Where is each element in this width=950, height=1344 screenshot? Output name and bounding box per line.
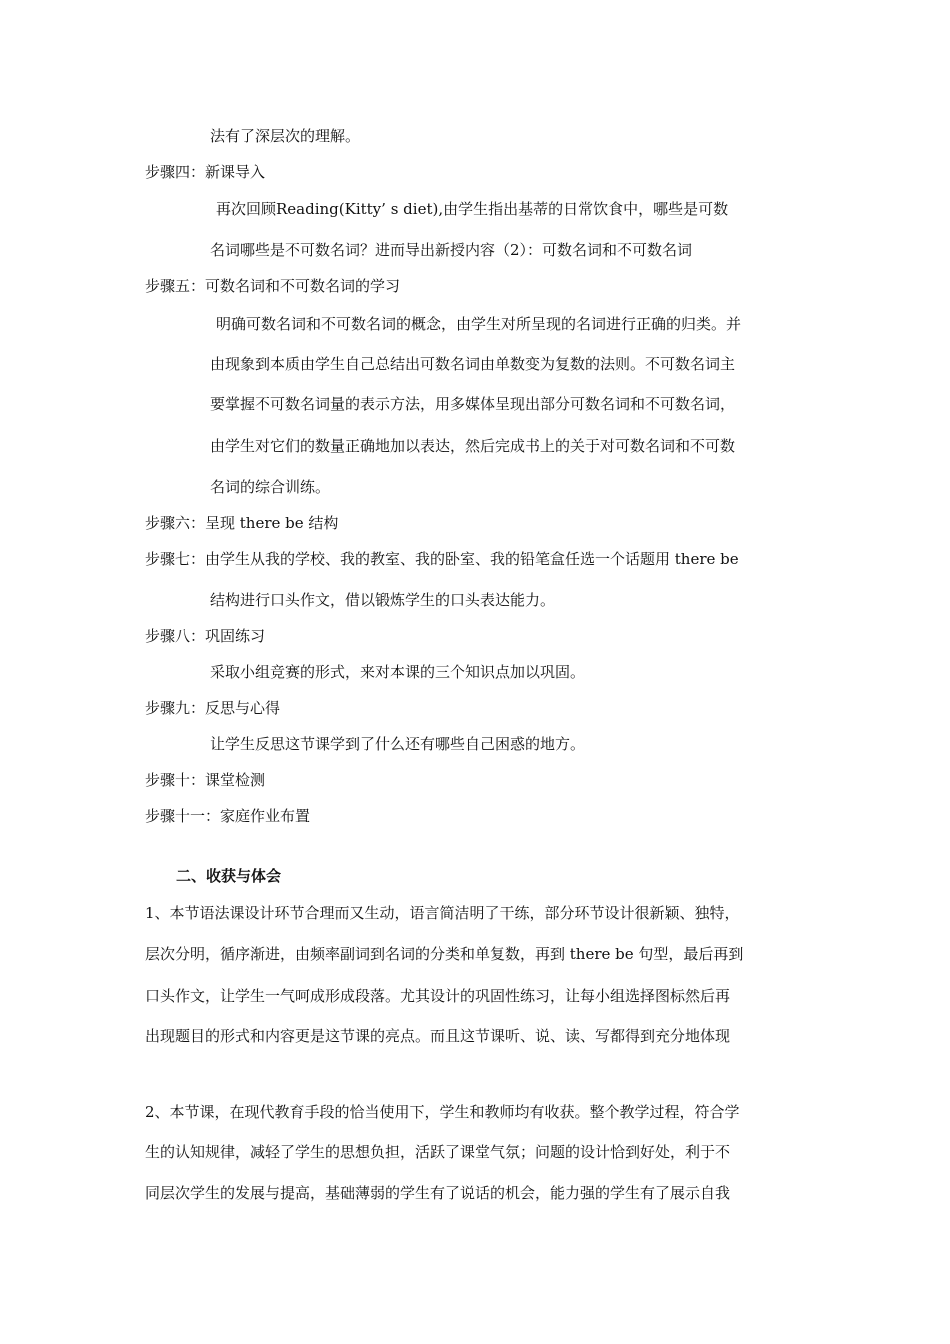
text-line: 名词的综合训练。 xyxy=(210,478,331,496)
text-line: 结构进行口头作文，借以锻炼学生的口头表达能力。 xyxy=(210,591,556,609)
step-heading: 步骤九：反思与心得 xyxy=(145,699,281,717)
text-line: 再次回顾Reading(Kitty’ s diet),由学生指出基蒂的日常饮食中，哪些是可数 xyxy=(216,200,729,218)
text-line: 同层次学生的发展与提高，基础薄弱的学生有了说话的机会，能力强的学生有了展示自我 xyxy=(145,1184,731,1202)
step-heading: 步骤四：新课导入 xyxy=(145,163,266,181)
step-heading: 步骤十：课堂检测 xyxy=(145,771,266,789)
text-line: 出现题目的形式和内容更是这节课的亮点。而且这节课听、说、读、写都得到充分地体现 xyxy=(145,1027,731,1045)
text-line: 由现象到本质由学生自己总结出可数名词由单数变为复数的法则。不可数名词主 xyxy=(210,355,736,373)
text-line: 让学生反思这节课学到了什么还有哪些自己困惑的地方。 xyxy=(210,735,586,753)
text-line: 名词哪些是不可数名词？进而导出新授内容（2）：可数名词和不可数名词 xyxy=(210,241,693,259)
text-line: 法有了深层次的理解。 xyxy=(210,127,361,145)
text-line: 要掌握不可数名词量的表示方法，用多媒体呈现出部分可数名词和不可数名词， xyxy=(210,395,736,413)
text-line: 明确可数名词和不可数名词的概念，由学生对所呈现的名词进行正确的归类。并 xyxy=(216,315,742,333)
section-heading: 二、收获与体会 xyxy=(176,867,282,885)
text-line: 由学生对它们的数量正确地加以表达，然后完成书上的关于对可数名词和不可数 xyxy=(210,437,736,455)
step-heading: 步骤十一：家庭作业布置 xyxy=(145,807,311,825)
text-line: 采取小组竞赛的形式，来对本课的三个知识点加以巩固。 xyxy=(210,663,586,681)
text-line: 层次分明，循序渐进，由频率副词到名词的分类和单复数，再到 there be 句型，最后再到 xyxy=(145,945,744,963)
text-line: 1、本节语法课设计环节合理而又生动，语言简洁明了干练，部分环节设计很新颖、独特， xyxy=(145,904,740,922)
text-line: 2、本节课，在现代教育手段的恰当使用下，学生和教师均有收获。整个教学过程，符合学 xyxy=(145,1103,740,1121)
step-heading: 步骤七：由学生从我的学校、我的教室、我的卧室、我的铅笔盒任选一个话题用 there be xyxy=(145,550,739,568)
text-line: 口头作文，让学生一气呵成形成段落。尤其设计的巩固性练习，让每小组选择图标然后再 xyxy=(145,987,731,1005)
step-heading: 步骤八：巩固练习 xyxy=(145,627,266,645)
text-line: 生的认知规律，减轻了学生的思想负担，活跃了课堂气氛；问题的设计恰到好处，利于不 xyxy=(145,1143,731,1161)
step-heading: 步骤五：可数名词和不可数名词的学习 xyxy=(145,277,401,295)
step-heading: 步骤六：呈现 there be 结构 xyxy=(145,514,339,532)
